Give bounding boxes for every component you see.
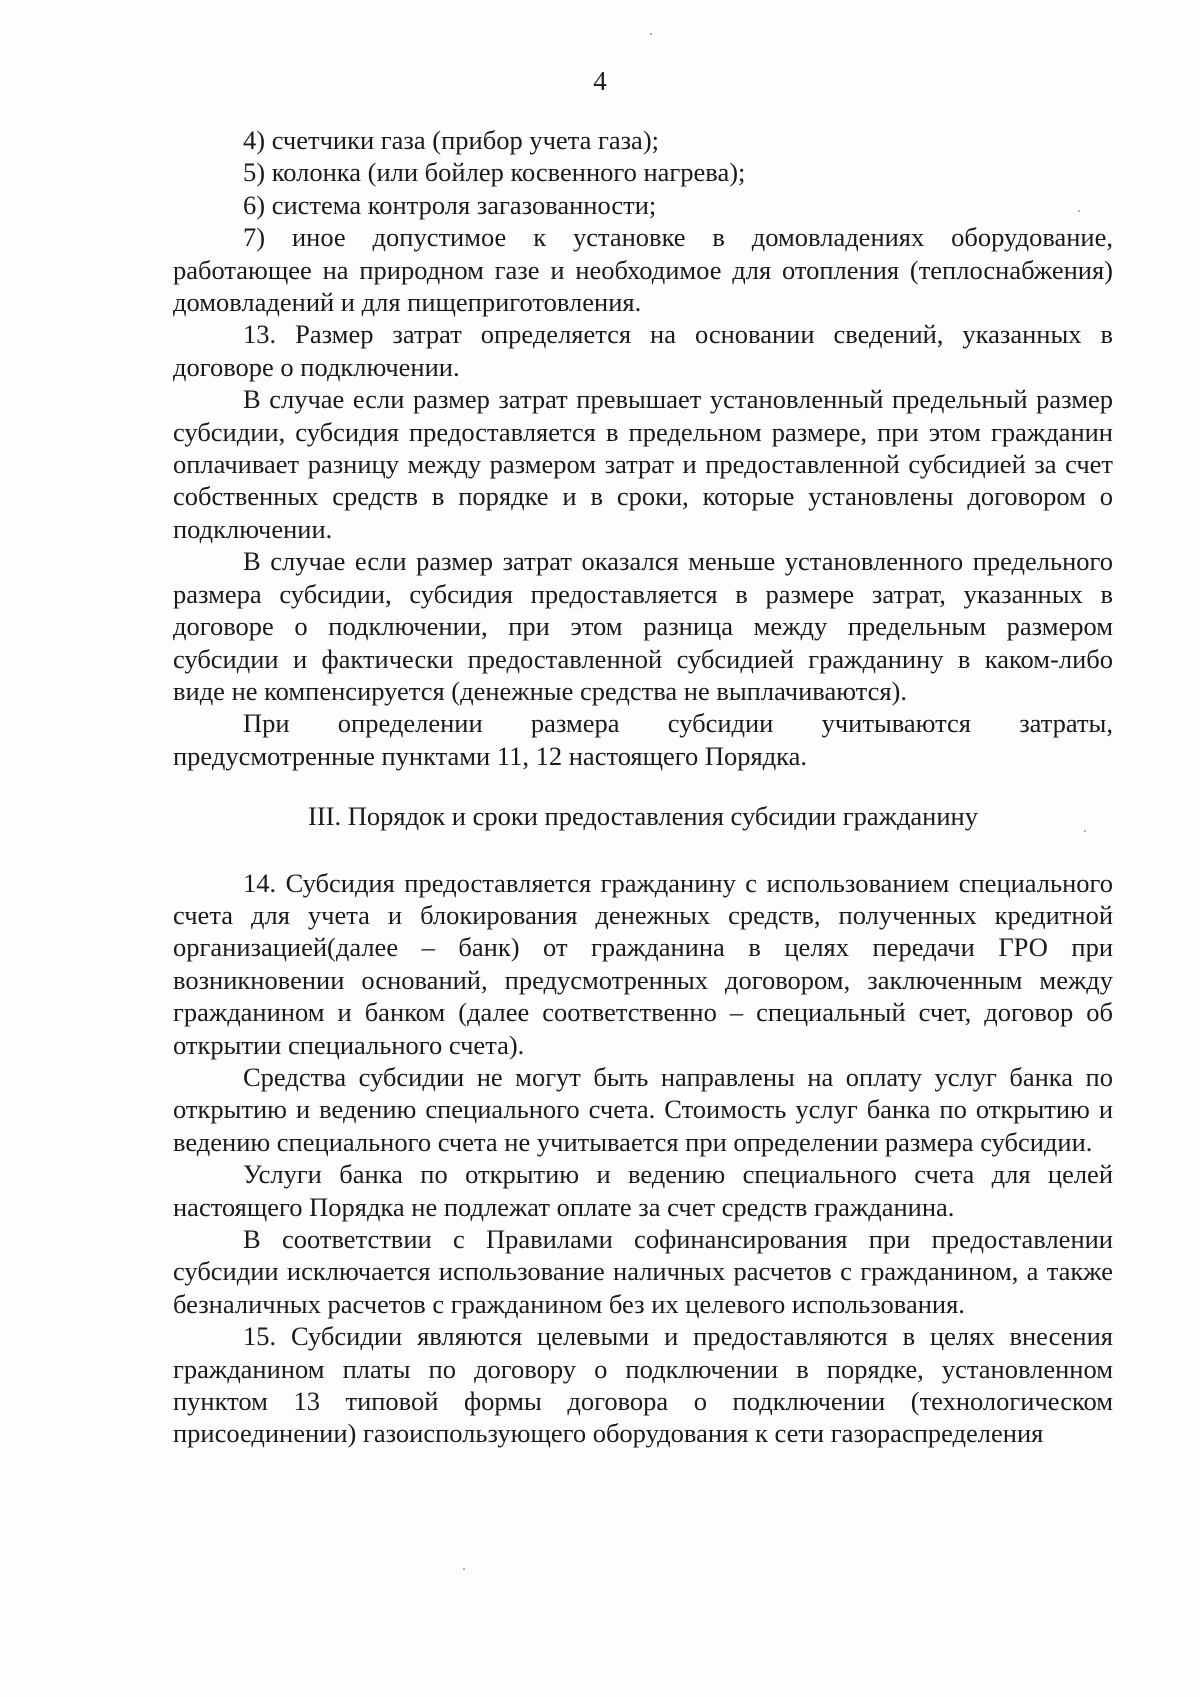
- list-item-boiler: 5) колонка (или бойлер косвенного нагрева);: [243, 157, 746, 188]
- paragraph-cofinancing-rules: В соответствии с Правилами софинансирования при предоставлении субсидии исключается использование наличных расчетов с гражданином, а также безналичных расчетов с гражданином без их целевого использования.: [173, 1224, 1113, 1319]
- section-heading-iii: III. Порядок и сроки предоставления субсидии гражданину: [308, 801, 978, 832]
- paragraph-bank-services-fees: Средства субсидии не могут быть направлены на оплату услуг банка по открытию и ведению специального счета. Стоимость услуг банка по открытию и ведению специального счета не учитывается при определении размера субсидии.: [173, 1061, 1113, 1157]
- page-number: 4: [593, 66, 607, 96]
- scan-speck: [650, 33, 652, 35]
- list-item-other-equipment: 7) иное допустимое к установке в домовладениях оборудование, работающее на природном газе и необходимое для отопления (теплоснабжения) домовладений и для пищеприготовления.: [173, 222, 1113, 318]
- paragraph-14: 14. Субсидия предоставляется гражданину с использованием специального счета для учета и блокирования денежных средств, полученных кредитной организацией(далее – банк) от гражданина в целях передачи ГРО при возникновении оснований, предусмотренных договором, заключенным между гражданином и банком (далее соответственно – специальный счет, договор об открытии специального счета).: [173, 867, 1113, 1060]
- paragraph-costs-less: В случае если размер затрат оказался меньше установленного предельного размера субсидии, субсидия предоставляется в размере затрат, указанных в договоре о подключении, при этом разница между предельным размером субсидии и фактически предоставленной субсидией гражданину в каком-либо виде не компенсируется (денежные средства не выплачиваются).: [173, 546, 1113, 706]
- list-item-gas-meters: 4) счетчики газа (прибор учета газа);: [243, 125, 660, 155]
- paragraph-bank-services-free: Услуги банка по открытию и ведению специального счета для целей настоящего Порядка не подлежат оплате за счет средств гражданина.: [173, 1159, 1113, 1222]
- paragraph-15: 15. Субсидии являются целевыми и предоставляются в целях внесения гражданином платы по договору о подключении в порядке, установленном пунктом 13 типовой формы договора о подключении (технологическом присоединении) газоиспользующего оборудования к сети газораспределения: [173, 1321, 1113, 1449]
- scan-speck: [1084, 830, 1086, 832]
- paragraph-13: 13. Размер затрат определяется на основании сведений, указанных в договоре о подключении.: [173, 319, 1113, 382]
- document-body: [173, 124, 1113, 1450]
- paragraph-costs-exceed: В случае если размер затрат превышает установленный предельный размер субсидии, субсидия предоставляется в предельном размере, при этом гражданин оплачивает разницу между размером затрат и предоставленной субсидией за счет собственных средств в порядке и в сроки, которые установлены договором о подключении.: [173, 384, 1113, 544]
- paragraph-costs-considered: При определении размера субсидии учитываются затраты, предусмотренные пунктами 11, 12 настоящего Порядка.: [173, 708, 1113, 771]
- scan-speck: [1078, 210, 1080, 212]
- list-item-gas-control: 6) система контроля загазованности;: [243, 189, 657, 220]
- scan-speck: [463, 1568, 465, 1570]
